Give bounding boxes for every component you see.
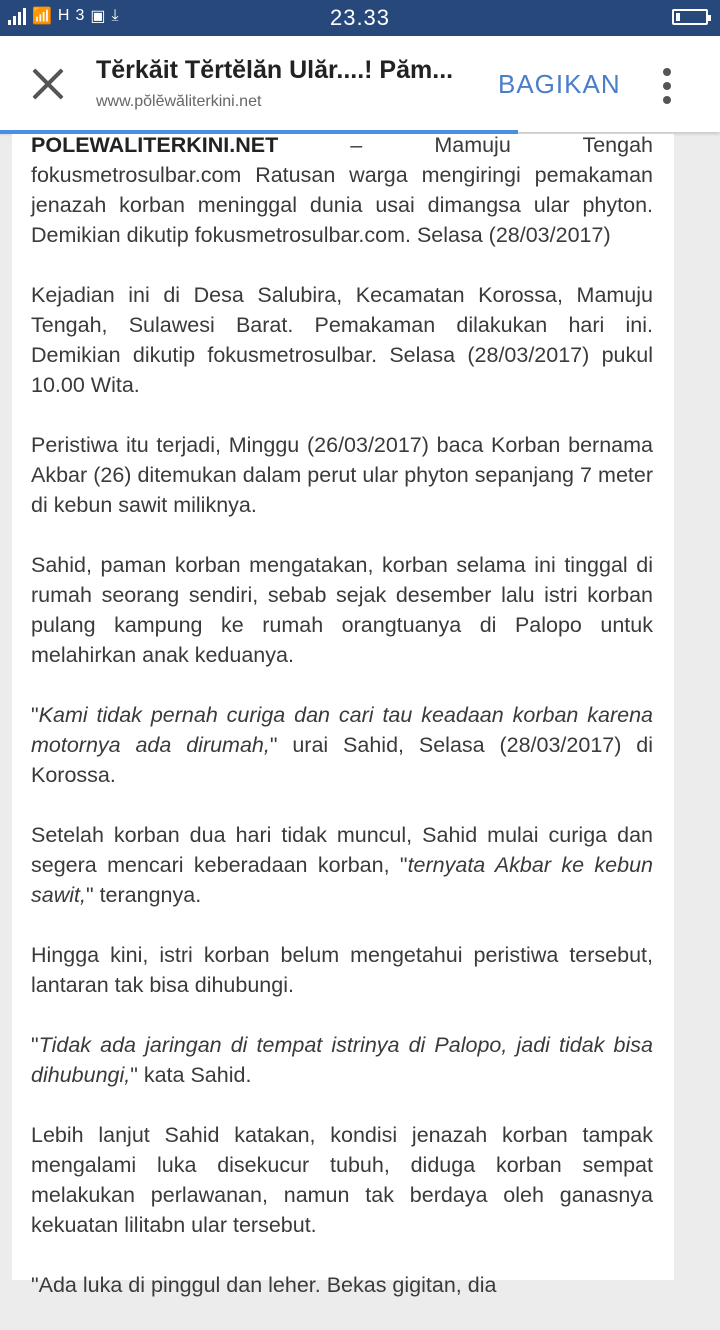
source-label: POLEWALITERKINI.NET: [31, 133, 279, 157]
article-paragraph: [31, 700, 653, 790]
download-icon: ⤓: [111, 7, 119, 24]
article-paragraph: [31, 1270, 653, 1300]
paragraph-text: Sahid, paman korban mengatakan, korban selama ini tinggal di rumah seorang sendiri, sebab sejak desember lalu istri korban pulang kampung ke rumah orangtuanya di Palopo untuk melahirkan anak keduanya.: [31, 553, 653, 667]
paragraph-text: – Mamuju Tengah fokusmetrosulbar.com Ratusan warga mengiringi pemakaman jenazah korban meninggal dunia usai dimangsa ular phyton. Demikian dikutip fokusmetrosulbar.com. Selasa (28/03/2017): [31, 133, 653, 247]
page-title: Tĕrkăit Tĕrtĕlăn Ulăr....! Păm...: [96, 56, 454, 84]
article-paragraph: [31, 820, 653, 910]
battery-icon: [672, 9, 708, 25]
paragraph-text: Lebih lanjut Sahid katakan, kondisi jenazah korban tampak mengalami luka disekucur tubuh, diduga korban sempat melakukan perlawanan, namun tak berdaya oleh ganasnya kekuatan lilitabn ular tersebut.: [31, 1123, 653, 1237]
close-icon[interactable]: [28, 64, 68, 104]
more-options-icon[interactable]: [662, 68, 672, 104]
quote-text: ternyata Akbar ke kebun sawit,: [31, 853, 654, 907]
article-paragraph: [31, 1030, 653, 1090]
status-bar: [0, 0, 720, 36]
article-paragraph: [31, 550, 653, 670]
article-paragraph: [31, 430, 653, 520]
page-url: www.pŏlĕwăliterkini.net: [96, 93, 262, 110]
article-page[interactable]: [12, 133, 674, 1297]
share-button[interactable]: BAGIKAN: [498, 69, 621, 99]
bbm-icon: ▣: [90, 8, 106, 25]
paragraph-text: ": [31, 703, 39, 727]
quote-text: Tidak ada jaringan di tempat istrinya di Palopo, jadi tidak bisa dihubungi,: [31, 1033, 653, 1087]
quote-text: Kami tidak pernah curiga dan cari tau keadaan korban karena motornya ada dirumah,: [31, 703, 653, 757]
article-paragraph: [31, 1120, 653, 1240]
paragraph-text: Setelah korban dua hari tidak muncul, Sahid mulai curiga dan segera mencari keberadaan korban, ": [31, 823, 653, 877]
paragraph-text: " terangnya.: [85, 883, 202, 907]
article-body: [31, 130, 653, 1330]
network-type: H: [57, 7, 70, 24]
carrier-icon: 3: [75, 7, 85, 24]
paragraph-text: Kejadian ini di Desa Salubira, Kecamatan Korossa, Mamuju Tengah, Sulawesi Barat. Pemakaman dilakukan hari ini. Demikian dikutip fokusmetrosulbar. Selasa (28/03/2017) pukul 10.00 Wita.: [31, 283, 653, 397]
battery-level: [676, 13, 680, 21]
article-paragraph: [31, 130, 653, 250]
app-toolbar: [0, 36, 720, 132]
paragraph-text: " kata Sahid.: [130, 1063, 252, 1087]
paragraph-text: Peristiwa itu terjadi, Minggu (26/03/2017) baca Korban bernama Akbar (26) ditemukan dalam perut ular phyton sepanjang 7 meter di kebun sawit miliknya.: [31, 433, 653, 517]
wifi-icon: 📶: [32, 8, 52, 25]
status-time: 23.33: [329, 5, 391, 30]
paragraph-text: ": [31, 1033, 39, 1057]
paragraph-text: Hingga kini, istri korban belum mengetahui peristiwa tersebut, lantaran tak bisa dihubungi.: [31, 943, 653, 997]
paragraph-text: " urai Sahid, Selasa (28/03/2017) di Korossa.: [31, 733, 653, 787]
paragraph-text: "Ada luka di pinggul dan leher. Bekas gigitan, dia: [31, 1273, 497, 1297]
article-paragraph: [31, 940, 653, 1000]
article-paragraph: [31, 280, 653, 400]
